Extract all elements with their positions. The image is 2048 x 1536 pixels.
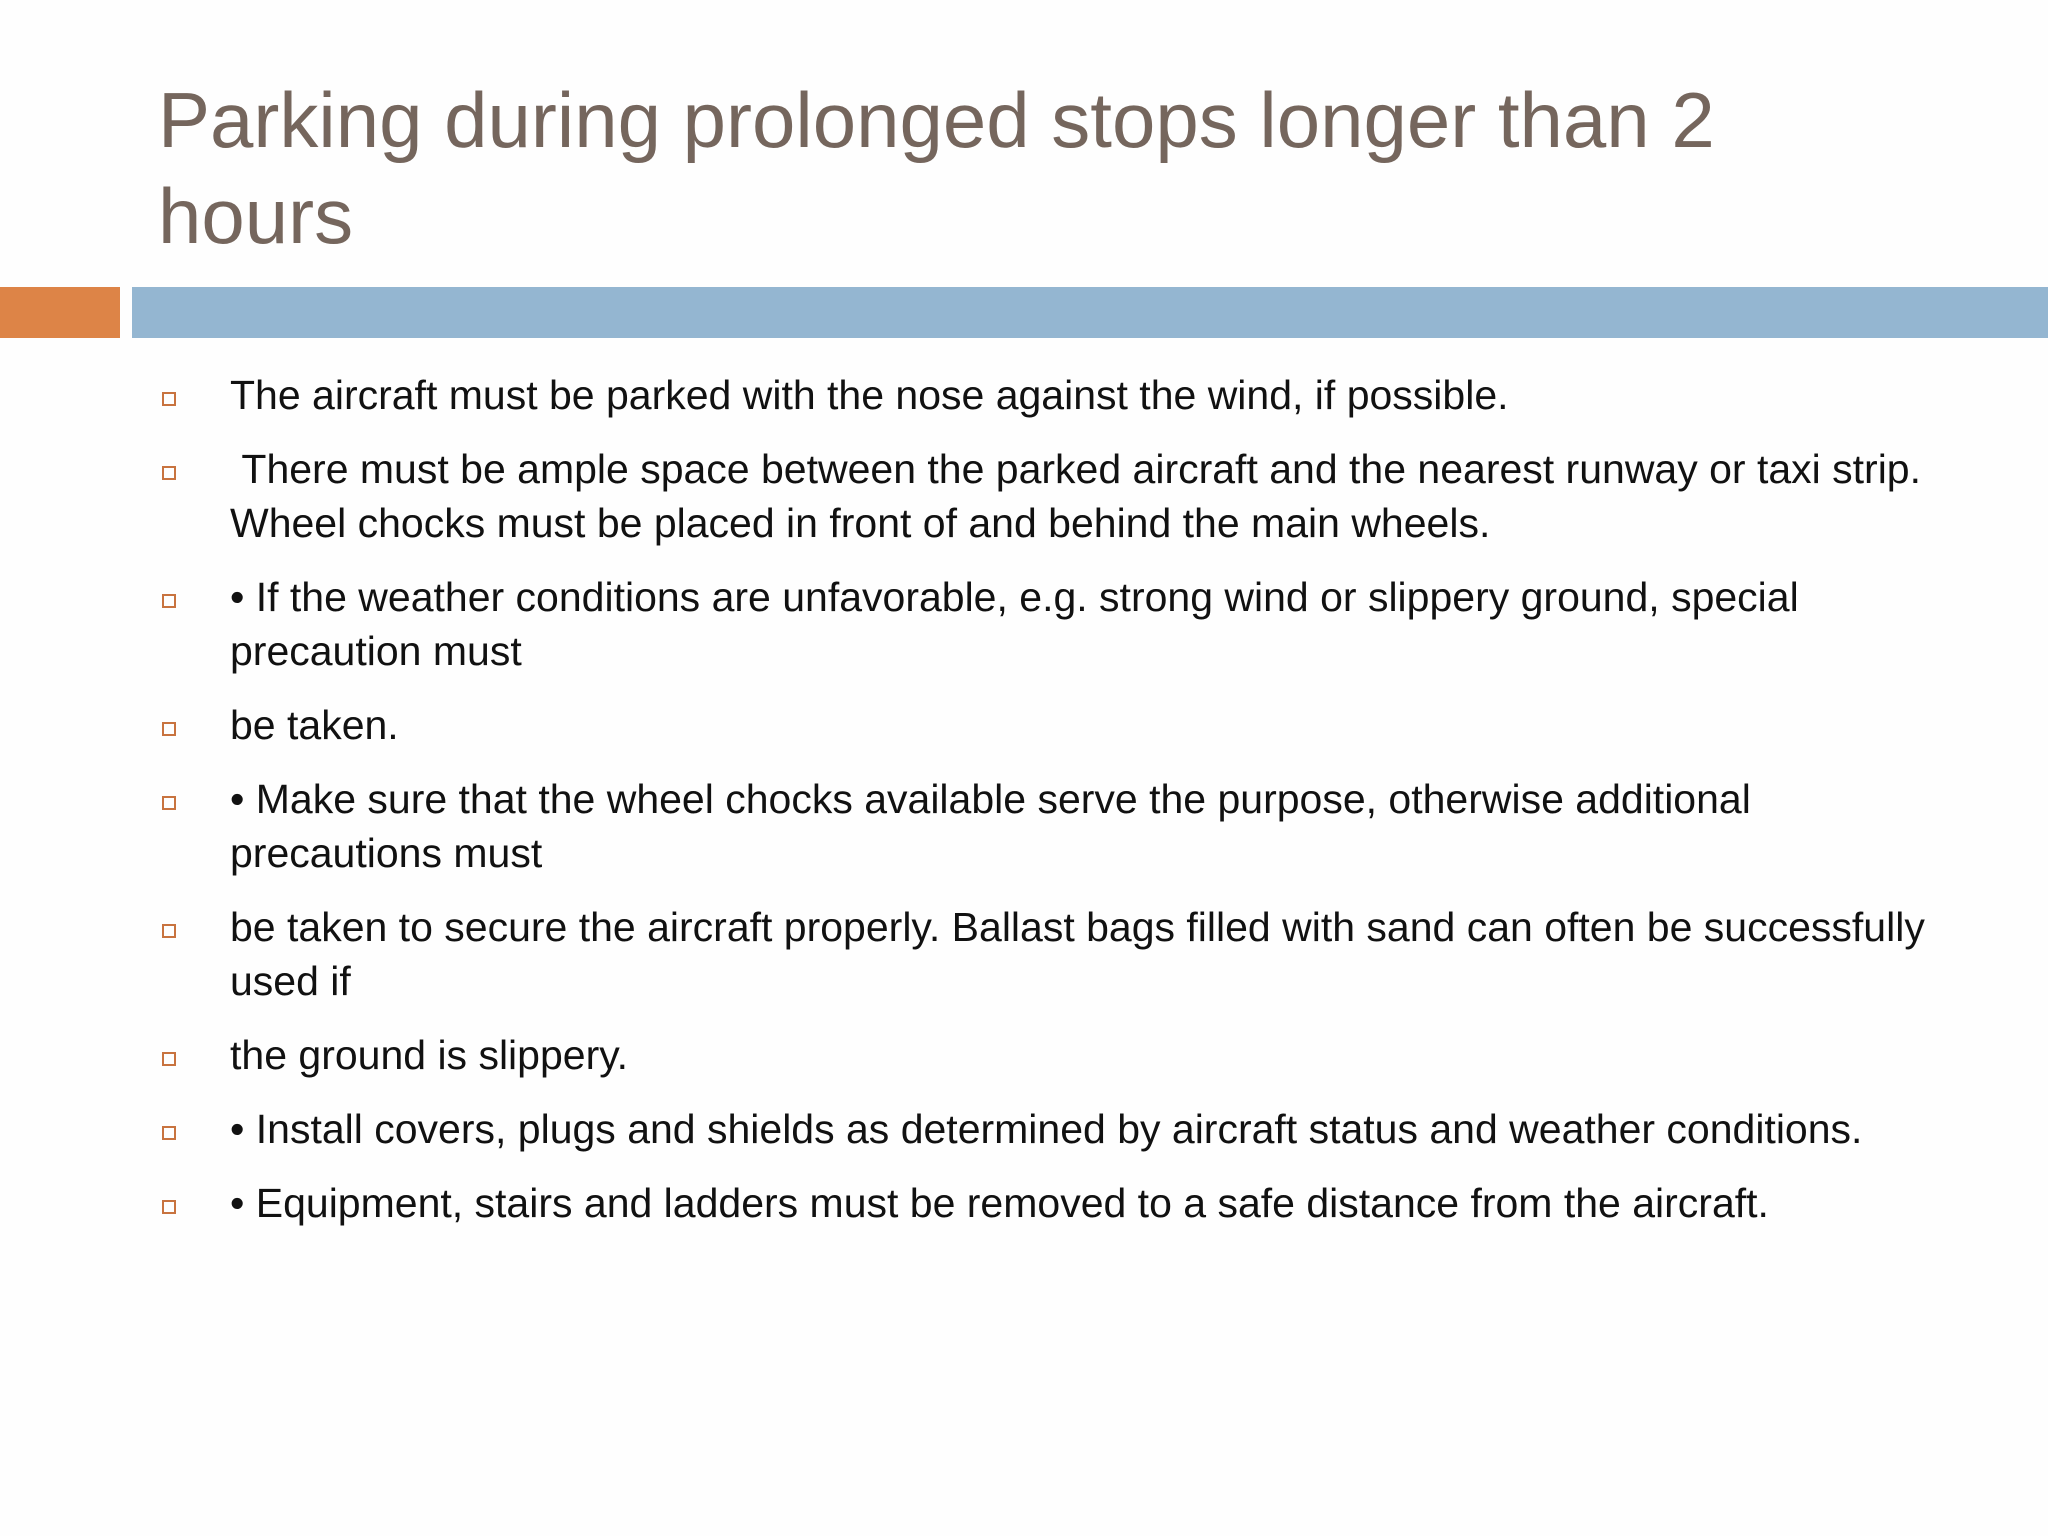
square-bullet-icon — [162, 796, 176, 810]
list-item-text: The aircraft must be parked with the nose against the wind, if possible. — [230, 372, 1509, 418]
square-bullet-icon — [162, 392, 176, 406]
list-item-text: • Make sure that the wheel chocks available serve the purpose, otherwise additional precautions must — [230, 776, 1763, 876]
list-item — [158, 698, 1958, 752]
bullet-list — [158, 368, 1958, 1250]
list-item — [158, 1028, 1958, 1082]
square-bullet-icon — [162, 466, 176, 480]
square-bullet-icon — [162, 1052, 176, 1066]
square-bullet-icon — [162, 1126, 176, 1140]
accent-bar — [0, 287, 120, 338]
square-bullet-icon — [162, 594, 176, 608]
list-item — [158, 1176, 1958, 1230]
square-bullet-icon — [162, 1200, 176, 1214]
list-item-text: • If the weather conditions are unfavorable, e.g. strong wind or slippery ground, special precaution must — [230, 574, 1811, 674]
list-item — [158, 772, 1958, 880]
list-item — [158, 442, 1958, 550]
list-item — [158, 570, 1958, 678]
list-item-text: be taken. — [230, 702, 399, 748]
list-item-text: • Install covers, plugs and shields as determined by aircraft status and weather conditions. — [230, 1106, 1863, 1152]
list-item-text: • Equipment, stairs and ladders must be removed to a safe distance from the aircraft. — [230, 1180, 1769, 1226]
square-bullet-icon — [162, 924, 176, 938]
list-item — [158, 1102, 1958, 1156]
list-item-text: the ground is slippery. — [230, 1032, 629, 1078]
list-item — [158, 900, 1958, 1008]
square-bullet-icon — [162, 722, 176, 736]
list-item — [158, 368, 1958, 422]
slide-title: Parking during prolonged stops longer than 2 hours — [158, 76, 1715, 260]
list-item-text: be taken to secure the aircraft properly. Ballast bags filled with sand can often be successfully used if — [230, 904, 1937, 1004]
list-item-text: There must be ample space between the parked aircraft and the nearest runway or taxi strip. Wheel chocks must be placed in front of and behind the main wheels. — [230, 446, 1933, 546]
title-divider-bar — [132, 287, 2048, 338]
